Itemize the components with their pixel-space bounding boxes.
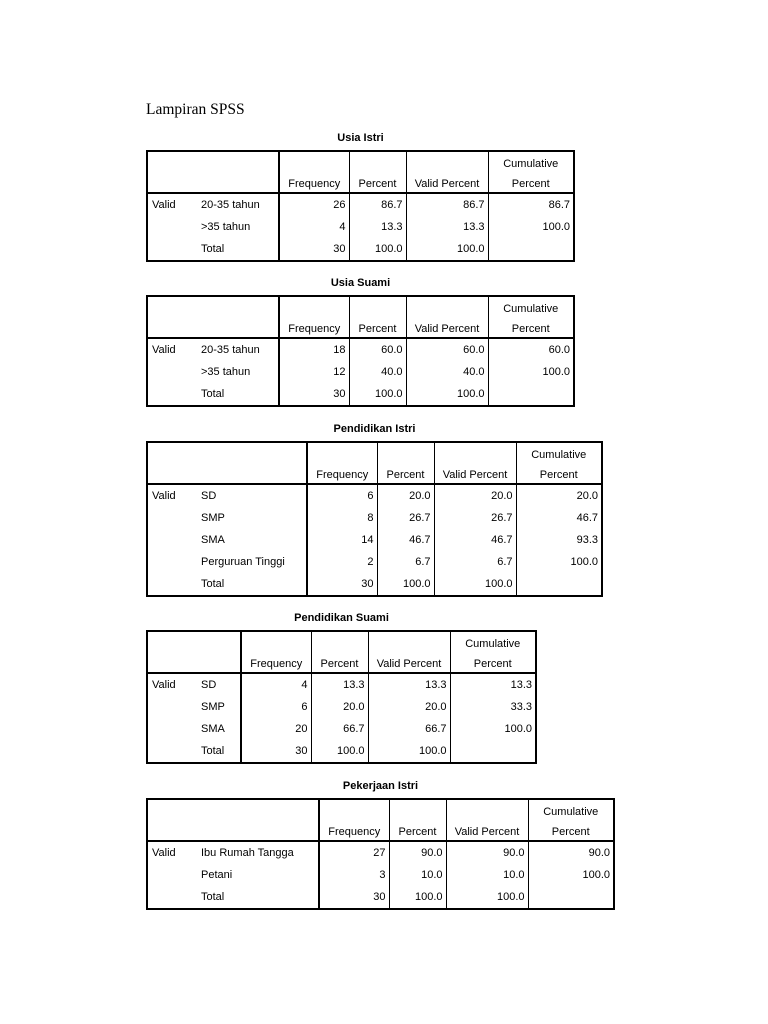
table-row bbox=[147, 529, 602, 551]
row-group-label bbox=[147, 216, 197, 238]
column-header: Cumulative bbox=[450, 631, 536, 650]
column-header: Cumulative bbox=[528, 799, 614, 818]
header-stub bbox=[147, 151, 279, 170]
column-header: Frequency bbox=[307, 461, 377, 484]
table-row bbox=[147, 696, 536, 718]
column-header bbox=[319, 799, 389, 818]
column-header bbox=[446, 799, 528, 818]
row-group-label bbox=[147, 507, 197, 529]
row-group-label: Valid bbox=[147, 193, 197, 216]
table-title: Pendidikan Istri bbox=[333, 423, 416, 435]
column-header: Percent bbox=[389, 818, 446, 841]
percent-cell: 90.0 bbox=[389, 841, 446, 864]
table-row bbox=[147, 740, 536, 763]
cumulative-percent-cell: 100.0 bbox=[516, 551, 602, 573]
frequency-cell: 30 bbox=[319, 886, 389, 909]
column-header: Percent bbox=[516, 461, 602, 484]
column-header bbox=[279, 151, 349, 170]
row-label: Total bbox=[197, 573, 307, 596]
valid-percent-cell: 100.0 bbox=[406, 383, 488, 406]
table-row bbox=[147, 361, 574, 383]
row-label: 20-35 tahun bbox=[197, 193, 279, 216]
valid-percent-cell: 100.0 bbox=[368, 740, 450, 763]
percent-cell: 100.0 bbox=[389, 886, 446, 909]
header-stub bbox=[147, 799, 319, 818]
row-label: Total bbox=[197, 238, 279, 261]
cumulative-percent-cell: 60.0 bbox=[488, 338, 574, 361]
header-stub bbox=[147, 170, 279, 193]
frequency-cell: 18 bbox=[279, 338, 349, 361]
row-label: SD bbox=[197, 673, 241, 696]
percent-cell: 66.7 bbox=[311, 718, 368, 740]
header-stub bbox=[147, 461, 307, 484]
percent-cell: 26.7 bbox=[377, 507, 434, 529]
frequency-cell: 20 bbox=[241, 718, 311, 740]
frequency-cell: 3 bbox=[319, 864, 389, 886]
table-title: Usia Suami bbox=[330, 277, 391, 289]
row-group-label: Valid bbox=[147, 338, 197, 361]
cumulative-percent-cell: 100.0 bbox=[488, 361, 574, 383]
header-stub bbox=[147, 631, 241, 650]
table-row bbox=[147, 383, 574, 406]
percent-cell: 100.0 bbox=[311, 740, 368, 763]
cumulative-percent-cell: 100.0 bbox=[528, 864, 614, 886]
header-stub bbox=[147, 296, 279, 315]
column-header: Valid Percent bbox=[406, 315, 488, 338]
row-group-label bbox=[147, 696, 197, 718]
header-stub bbox=[147, 650, 241, 673]
table-row bbox=[147, 216, 574, 238]
row-label: 20-35 tahun bbox=[197, 338, 279, 361]
column-header: Valid Percent bbox=[406, 170, 488, 193]
table-row bbox=[147, 864, 614, 886]
percent-cell: 60.0 bbox=[349, 338, 406, 361]
frequency-cell: 4 bbox=[241, 673, 311, 696]
column-header: Percent bbox=[528, 818, 614, 841]
cumulative-percent-cell bbox=[488, 238, 574, 261]
table-row bbox=[147, 338, 574, 361]
column-header: Valid Percent bbox=[446, 818, 528, 841]
cumulative-percent-cell bbox=[516, 573, 602, 596]
table-row bbox=[147, 718, 536, 740]
cumulative-percent-cell: 20.0 bbox=[516, 484, 602, 507]
row-label: SMP bbox=[197, 507, 307, 529]
column-header: Percent bbox=[488, 170, 574, 193]
header-stub bbox=[147, 442, 307, 461]
row-group-label bbox=[147, 718, 197, 740]
header-stub bbox=[147, 818, 319, 841]
row-group-label bbox=[147, 551, 197, 573]
frequency-table bbox=[146, 132, 575, 262]
cumulative-percent-cell: 13.3 bbox=[450, 673, 536, 696]
table-row bbox=[147, 673, 536, 696]
table-title: Usia Istri bbox=[337, 132, 384, 144]
column-header: Percent bbox=[349, 170, 406, 193]
table-row bbox=[147, 573, 602, 596]
valid-percent-cell: 66.7 bbox=[368, 718, 450, 740]
row-label: Ibu Rumah Tangga bbox=[197, 841, 319, 864]
row-group-label bbox=[147, 361, 197, 383]
column-header: Valid Percent bbox=[434, 461, 516, 484]
column-header bbox=[311, 631, 368, 650]
row-label: >35 tahun bbox=[197, 361, 279, 383]
column-header bbox=[389, 799, 446, 818]
cumulative-percent-cell bbox=[528, 886, 614, 909]
column-header bbox=[406, 151, 488, 170]
row-label: SMA bbox=[197, 718, 241, 740]
column-header: Frequency bbox=[279, 315, 349, 338]
column-header bbox=[349, 151, 406, 170]
percent-cell: 46.7 bbox=[377, 529, 434, 551]
column-header: Percent bbox=[349, 315, 406, 338]
frequency-table bbox=[146, 780, 615, 910]
row-group-label bbox=[147, 886, 197, 909]
valid-percent-cell: 90.0 bbox=[446, 841, 528, 864]
percent-cell: 40.0 bbox=[349, 361, 406, 383]
row-group-label bbox=[147, 383, 197, 406]
row-label: Total bbox=[197, 886, 319, 909]
valid-percent-cell: 6.7 bbox=[434, 551, 516, 573]
row-group-label: Valid bbox=[147, 841, 197, 864]
column-header bbox=[377, 442, 434, 461]
frequency-cell: 2 bbox=[307, 551, 377, 573]
cumulative-percent-cell: 33.3 bbox=[450, 696, 536, 718]
column-header: Percent bbox=[450, 650, 536, 673]
percent-cell: 10.0 bbox=[389, 864, 446, 886]
table-row bbox=[147, 841, 614, 864]
frequency-cell: 6 bbox=[241, 696, 311, 718]
column-header: Percent bbox=[377, 461, 434, 484]
column-header bbox=[434, 442, 516, 461]
row-group-label bbox=[147, 740, 197, 763]
column-header: Cumulative bbox=[516, 442, 602, 461]
page-heading: Lampiran SPSS bbox=[146, 101, 245, 118]
cumulative-percent-cell: 100.0 bbox=[450, 718, 536, 740]
table-row bbox=[147, 193, 574, 216]
row-group-label: Valid bbox=[147, 673, 197, 696]
table-title: Pekerjaan Istri bbox=[342, 780, 419, 792]
row-label: Petani bbox=[197, 864, 319, 886]
cumulative-percent-cell bbox=[450, 740, 536, 763]
row-label: SMA bbox=[197, 529, 307, 551]
frequency-table bbox=[146, 423, 603, 597]
column-header: Frequency bbox=[279, 170, 349, 193]
column-header bbox=[406, 296, 488, 315]
cumulative-percent-cell: 100.0 bbox=[488, 216, 574, 238]
column-header: Cumulative bbox=[488, 151, 574, 170]
percent-cell: 100.0 bbox=[377, 573, 434, 596]
percent-cell: 20.0 bbox=[311, 696, 368, 718]
table-row bbox=[147, 484, 602, 507]
row-group-label bbox=[147, 864, 197, 886]
valid-percent-cell: 86.7 bbox=[406, 193, 488, 216]
column-header bbox=[241, 631, 311, 650]
valid-percent-cell: 60.0 bbox=[406, 338, 488, 361]
frequency-cell: 30 bbox=[241, 740, 311, 763]
valid-percent-cell: 100.0 bbox=[406, 238, 488, 261]
valid-percent-cell: 20.0 bbox=[434, 484, 516, 507]
column-header: Valid Percent bbox=[368, 650, 450, 673]
percent-cell: 13.3 bbox=[349, 216, 406, 238]
frequency-table bbox=[146, 612, 537, 764]
valid-percent-cell: 26.7 bbox=[434, 507, 516, 529]
percent-cell: 13.3 bbox=[311, 673, 368, 696]
table-row bbox=[147, 238, 574, 261]
column-header: Frequency bbox=[241, 650, 311, 673]
table-title: Pendidikan Suami bbox=[294, 612, 389, 624]
frequency-cell: 8 bbox=[307, 507, 377, 529]
frequency-cell: 30 bbox=[279, 383, 349, 406]
row-label: >35 tahun bbox=[197, 216, 279, 238]
cumulative-percent-cell: 93.3 bbox=[516, 529, 602, 551]
valid-percent-cell: 40.0 bbox=[406, 361, 488, 383]
row-label: SD bbox=[197, 484, 307, 507]
cumulative-percent-cell: 46.7 bbox=[516, 507, 602, 529]
column-header bbox=[307, 442, 377, 461]
column-header bbox=[368, 631, 450, 650]
valid-percent-cell: 46.7 bbox=[434, 529, 516, 551]
frequency-table bbox=[146, 277, 575, 407]
row-group-label bbox=[147, 238, 197, 261]
cumulative-percent-cell: 90.0 bbox=[528, 841, 614, 864]
frequency-cell: 30 bbox=[279, 238, 349, 261]
row-label: SMP bbox=[197, 696, 241, 718]
valid-percent-cell: 13.3 bbox=[368, 673, 450, 696]
column-header: Frequency bbox=[319, 818, 389, 841]
frequency-cell: 26 bbox=[279, 193, 349, 216]
cumulative-percent-cell: 86.7 bbox=[488, 193, 574, 216]
header-stub bbox=[147, 315, 279, 338]
row-group-label bbox=[147, 529, 197, 551]
row-group-label bbox=[147, 573, 197, 596]
table-row bbox=[147, 507, 602, 529]
valid-percent-cell: 100.0 bbox=[434, 573, 516, 596]
percent-cell: 6.7 bbox=[377, 551, 434, 573]
frequency-cell: 6 bbox=[307, 484, 377, 507]
cumulative-percent-cell bbox=[488, 383, 574, 406]
percent-cell: 20.0 bbox=[377, 484, 434, 507]
table-row bbox=[147, 551, 602, 573]
percent-cell: 100.0 bbox=[349, 383, 406, 406]
valid-percent-cell: 100.0 bbox=[446, 886, 528, 909]
percent-cell: 86.7 bbox=[349, 193, 406, 216]
row-label: Total bbox=[197, 383, 279, 406]
valid-percent-cell: 13.3 bbox=[406, 216, 488, 238]
column-header: Percent bbox=[311, 650, 368, 673]
table-row bbox=[147, 886, 614, 909]
valid-percent-cell: 20.0 bbox=[368, 696, 450, 718]
column-header bbox=[279, 296, 349, 315]
frequency-cell: 27 bbox=[319, 841, 389, 864]
frequency-cell: 12 bbox=[279, 361, 349, 383]
row-label: Total bbox=[197, 740, 241, 763]
frequency-cell: 30 bbox=[307, 573, 377, 596]
valid-percent-cell: 10.0 bbox=[446, 864, 528, 886]
column-header: Cumulative bbox=[488, 296, 574, 315]
row-group-label: Valid bbox=[147, 484, 197, 507]
frequency-cell: 14 bbox=[307, 529, 377, 551]
frequency-cell: 4 bbox=[279, 216, 349, 238]
column-header bbox=[349, 296, 406, 315]
column-header: Percent bbox=[488, 315, 574, 338]
percent-cell: 100.0 bbox=[349, 238, 406, 261]
row-label: Perguruan Tinggi bbox=[197, 551, 307, 573]
